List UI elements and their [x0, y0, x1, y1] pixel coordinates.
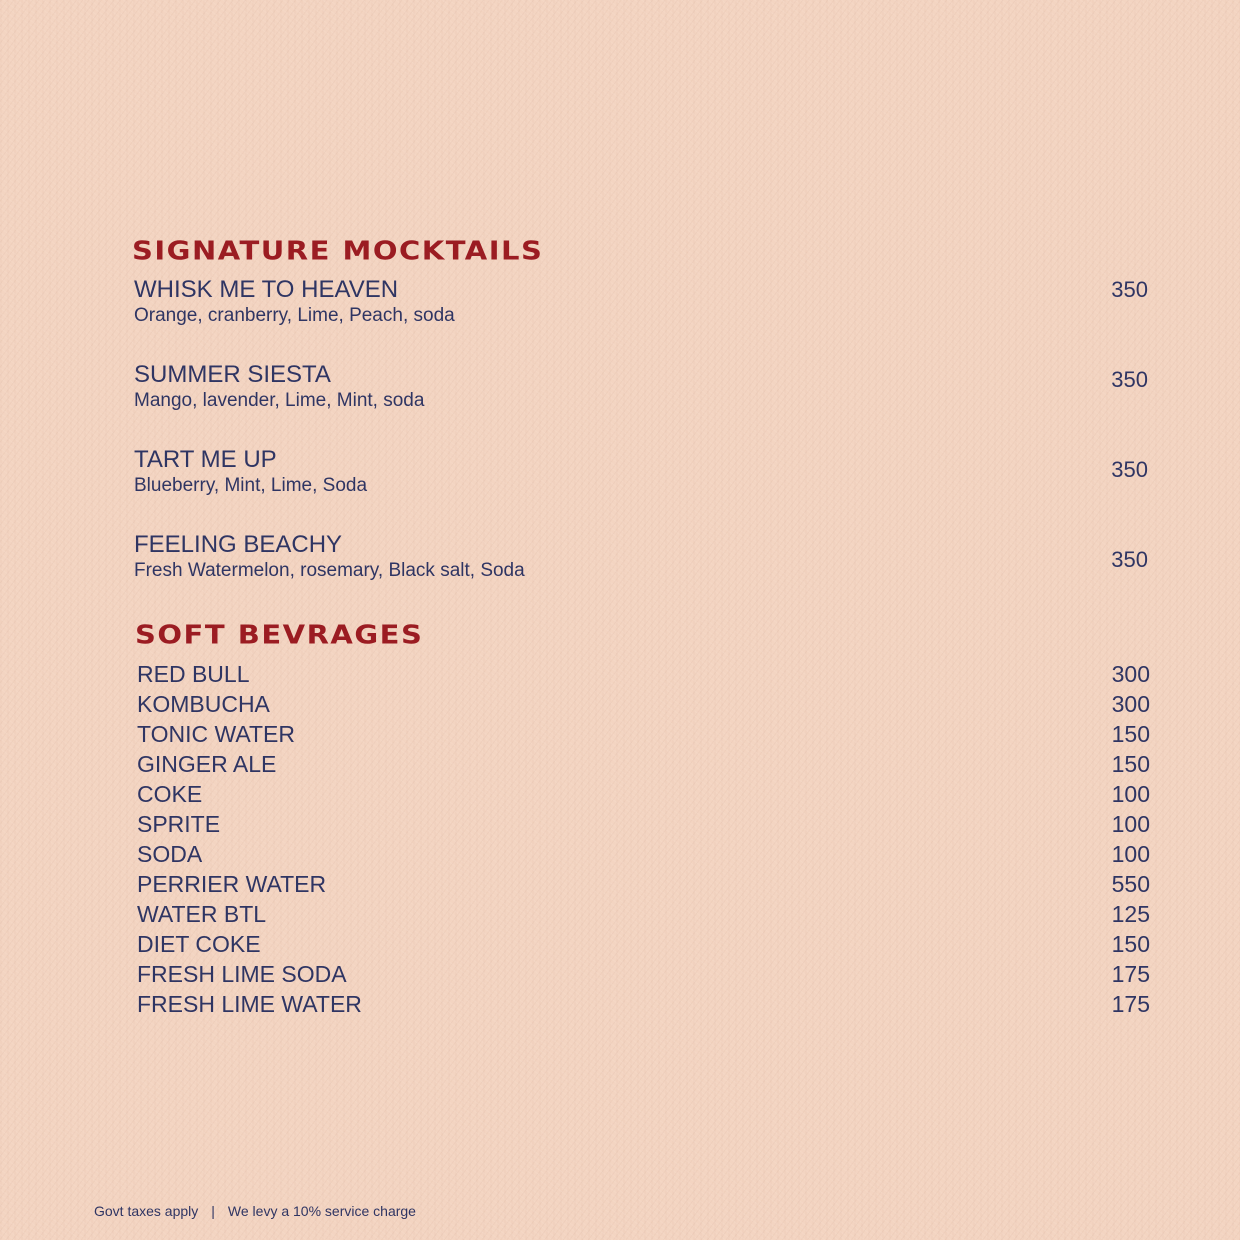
taxes-note: Govt taxes apply: [94, 1203, 199, 1219]
beverage-name: WATER BTL: [137, 901, 267, 927]
mocktail-ingredients: Orange, cranberry, Lime, Peach, soda: [134, 305, 455, 326]
service-charge-note: We levy a 10% service charge: [227, 1203, 416, 1219]
mocktail-name: TART ME UP: [134, 446, 277, 473]
mocktail-ingredients: Fresh Watermelon, rosemary, Black salt, Soda: [134, 560, 525, 581]
beverage-name: PERRIER WATER: [137, 871, 327, 897]
beverage-price: 100: [1111, 811, 1150, 837]
beverage-price: 100: [1111, 781, 1150, 807]
soft-beverages-list: [137, 659, 1150, 1019]
soft-beverages-heading: SOFT BEVRAGES: [135, 619, 424, 650]
mocktail-item: [134, 276, 1148, 336]
mocktail-item: [134, 531, 1148, 591]
mocktail-price: 350: [1111, 277, 1148, 302]
beverage-row: [137, 989, 1150, 1019]
mocktail-item: [134, 361, 1148, 421]
beverage-name: SPRITE: [137, 811, 221, 837]
beverage-price: 550: [1111, 871, 1150, 897]
mocktail-name: FEELING BEACHY: [134, 531, 343, 558]
beverage-row: [137, 779, 1150, 809]
mocktail-price: 350: [1111, 367, 1148, 392]
beverage-name: RED BULL: [137, 661, 250, 687]
beverage-name: FRESH LIME SODA: [137, 961, 347, 987]
beverage-row: [137, 959, 1150, 989]
mocktail-price: 350: [1111, 457, 1148, 482]
mocktail-ingredients: Blueberry, Mint, Lime, Soda: [134, 475, 368, 496]
mocktail-item: [134, 446, 1148, 506]
beverage-price: 150: [1111, 931, 1150, 957]
beverage-price: 150: [1111, 751, 1150, 777]
beverage-row: [137, 929, 1150, 959]
beverage-price: 175: [1111, 991, 1150, 1017]
beverage-name: SODA: [137, 841, 203, 867]
beverage-price: 100: [1111, 841, 1150, 867]
beverage-row: [137, 899, 1150, 929]
beverage-price: 175: [1111, 961, 1150, 987]
beverage-row: [137, 659, 1150, 689]
beverage-name: DIET COKE: [137, 931, 261, 957]
footer-note: [94, 1201, 416, 1221]
beverage-row: [137, 689, 1150, 719]
beverage-name: KOMBUCHA: [137, 691, 270, 717]
beverage-name: COKE: [137, 781, 203, 807]
beverage-name: FRESH LIME WATER: [137, 991, 362, 1017]
beverage-row: [137, 749, 1150, 779]
footer-separator: |: [211, 1203, 215, 1219]
beverage-price: 125: [1111, 901, 1150, 927]
beverage-name: TONIC WATER: [137, 721, 296, 747]
mocktail-ingredients: Mango, lavender, Lime, Mint, soda: [134, 390, 425, 411]
beverage-row: [137, 809, 1150, 839]
mocktail-price: 350: [1111, 547, 1148, 572]
beverage-row: [137, 869, 1150, 899]
mocktail-name: SUMMER SIESTA: [134, 361, 331, 388]
beverage-price: 150: [1111, 721, 1150, 747]
mocktail-name: WHISK ME TO HEAVEN: [134, 276, 399, 303]
beverage-price: 300: [1111, 661, 1150, 687]
beverage-row: [137, 719, 1150, 749]
signature-mocktails-heading: SIGNATURE MOCKTAILS: [132, 235, 544, 266]
beverage-price: 300: [1111, 691, 1150, 717]
beverage-row: [137, 839, 1150, 869]
beverage-name: GINGER ALE: [137, 751, 277, 777]
